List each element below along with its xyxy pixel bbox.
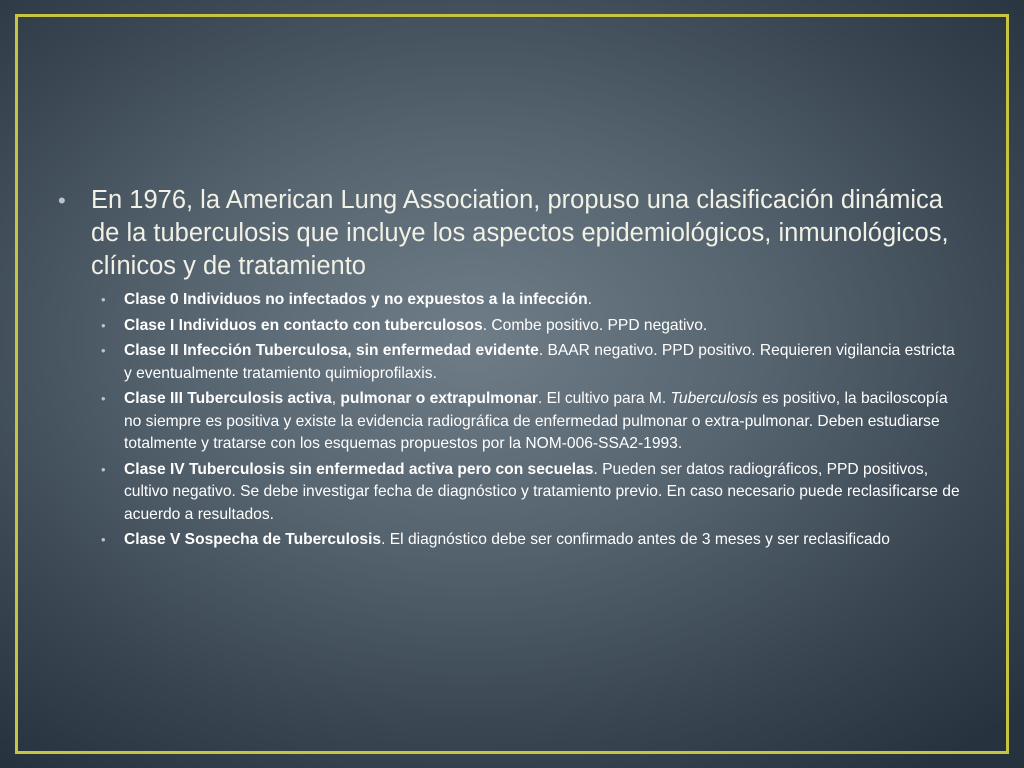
class-description: . BAAR negativo. PPD positivo. Requieren vigilancia estricta y eventualmente tratamiento quimioprofilaxis. — [124, 342, 955, 382]
class-description: . El cultivo para M. — [537, 390, 671, 407]
list-item-clase-1 — [58, 315, 968, 338]
class-description: . Pueden ser datos radiográficos, PPD positivos, cultivo negativo. Se debe investigar fecha de diagnóstico y tratamiento previo. En caso necesario puede reclasificarse de acuerdo a resultados. — [124, 460, 960, 523]
bullet-marker: • — [101, 532, 106, 547]
class-separator: , — [331, 390, 341, 407]
class-description: . Combe positivo. PPD negativo. — [482, 316, 708, 334]
slide-content — [58, 184, 968, 555]
class-title: Clase II Infección Tuberculosa, sin enfermedad evidente — [124, 342, 539, 359]
organism-name: Tuberculosis — [670, 390, 758, 407]
class-description: . — [587, 291, 592, 308]
class-description: . El diagnóstico debe ser confirmado antes de 3 meses y ser reclasificado — [381, 531, 890, 548]
list-item-clase-2 — [58, 340, 968, 385]
class-title: Clase III Tuberculosis activa — [124, 390, 332, 407]
list-item-clase-3 — [58, 388, 968, 456]
main-bullet — [58, 184, 968, 283]
bullet-marker: • — [101, 292, 106, 307]
class-title: Clase I Individuos en contacto con tuberculosos — [124, 316, 483, 334]
list-item-clase-4 — [58, 459, 968, 527]
bullet-marker: • — [58, 188, 66, 213]
bullet-marker: • — [101, 317, 106, 333]
bullet-marker: • — [101, 391, 106, 406]
bullet-marker: • — [101, 343, 106, 358]
classification-list — [58, 289, 968, 552]
class-title: Clase IV Tuberculosis sin enfermedad activa pero con secuelas — [124, 460, 594, 478]
main-bullet-text: En 1976, la American Lung Association, propuso una clasificación dinámica de la tuberculosis que incluye los aspectos epidemiológicos, inmunológicos, clínicos y de tratamiento — [91, 186, 949, 280]
bullet-marker: • — [101, 461, 106, 477]
class-title-secondary: pulmonar o extrapulmonar — [340, 390, 538, 407]
list-item-clase-0 — [58, 289, 968, 312]
class-title: Clase V Sospecha de Tuberculosis — [124, 531, 382, 548]
list-item-clase-5 — [58, 529, 968, 552]
class-title: Clase 0 Individuos no infectados y no expuestos a la infección — [124, 291, 588, 308]
class-description-cont: es positivo, la baciloscopía no siempre es positiva y existe la evidencia radiográfica de enfermedad pulmonar o extra-pulmonar. Deben estudiarse totalmente y tratarse con los esquemas propuestos por la NOM-006-SSA2-1993. — [124, 390, 948, 452]
